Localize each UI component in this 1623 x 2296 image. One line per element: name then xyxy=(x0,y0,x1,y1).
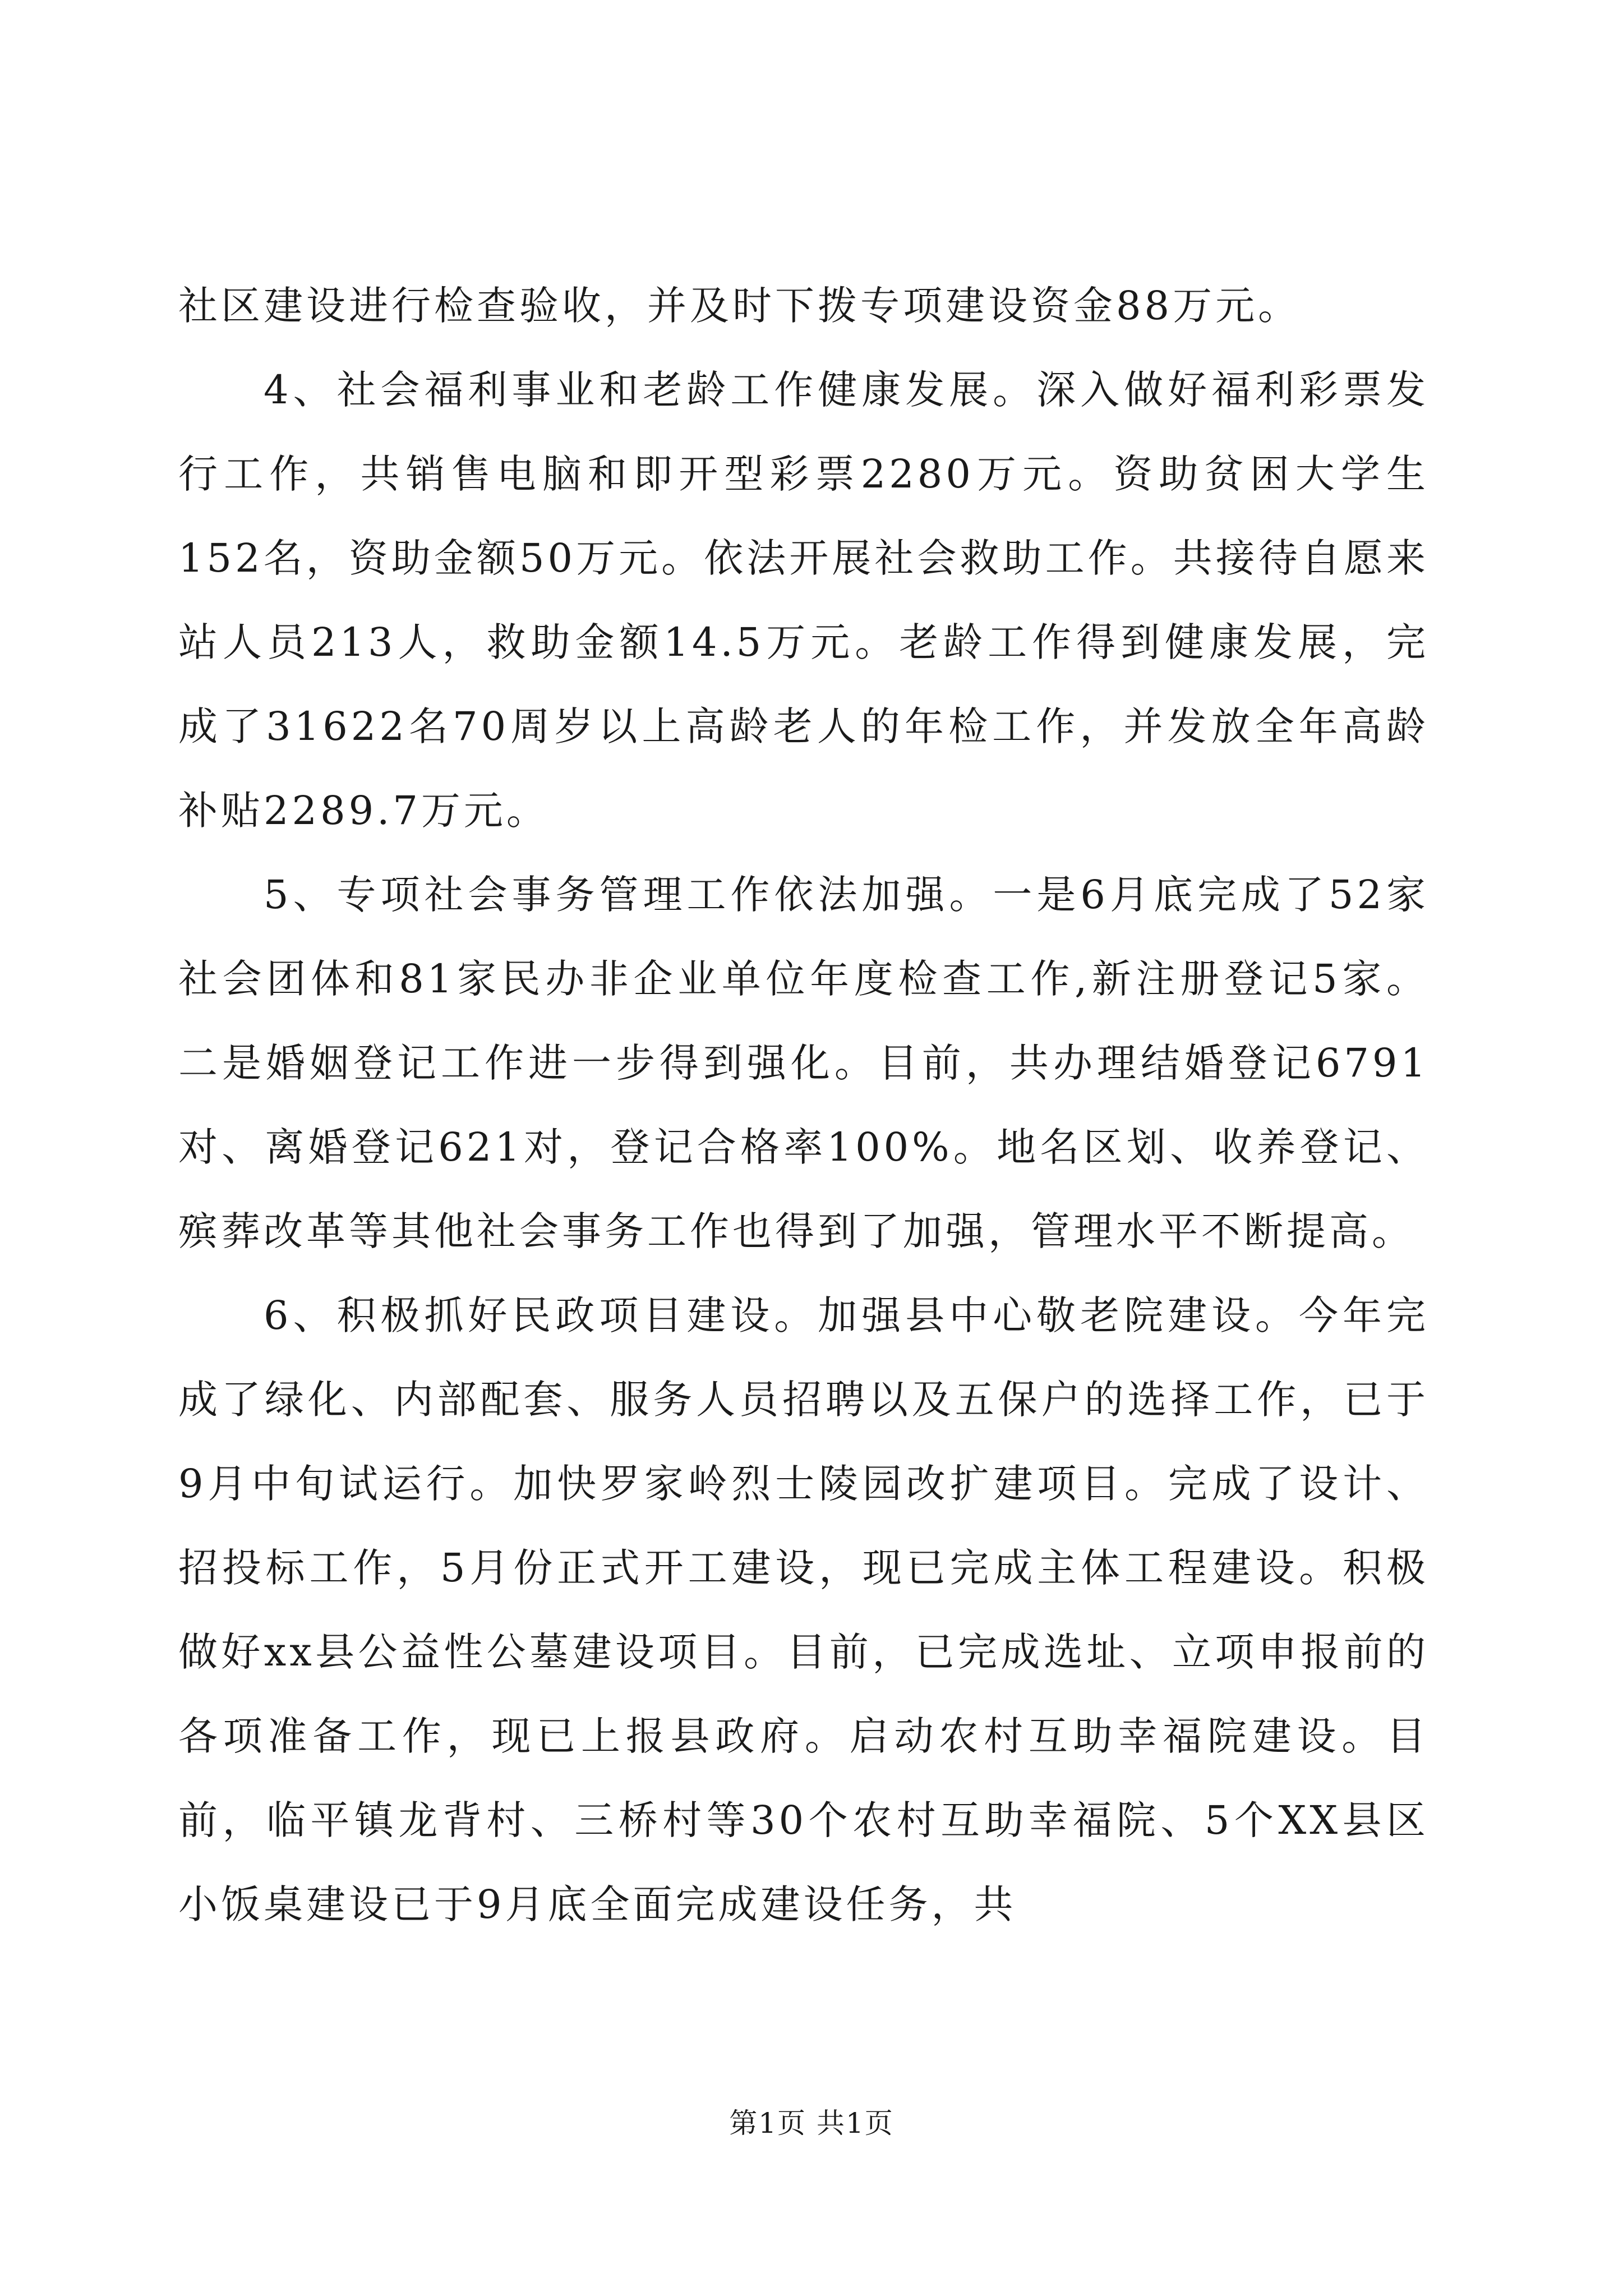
page-number-footer: 第1页 共1页 xyxy=(729,2107,894,2139)
paragraph-continuation: 社区建设进行检查验收，并及时下拨专项建设资金88万元。 xyxy=(178,283,1301,329)
paragraph-item-6: 6、积极抓好民政项目建设。加强县中心敬老院建设。今年完成了绿化、内部配套、服务人员招聘以及五保户的选择工作，已于9月中旬试运行。加快罗家岭烈士陵园改扩建项目。完成了设计、招投标工作，5月份正式开工建设，现已完成主体工程建设。积极做好xx县公益性公墓建设项目。目前，已完成选址、立项申报前的各项准备工作，现已上报县政府。启动农村互助幸福院建设。目前，临平镇龙背村、三桥村等30个农村互助幸福院、5个XX县区小饭桌建设已于9月底全面完成建设任务，共 xyxy=(178,1292,1429,1927)
paragraph-item-5: 5、专项社会事务管理工作依法加强。一是6月底完成了52家社会团体和81家民办非企业单位年度检查工作,新注册登记5家。二是婚姻登记工作进一步得到强化。目前，共办理结婚登记6791对、离婚登记621对，登记合格率100%。地名区划、收养登记、殡葬改革等其他社会事务工作也得到了加强，管理水平不断提高。 xyxy=(178,872,1429,1254)
paragraph-item-4: 4、社会福利事业和老龄工作健康发展。深入做好福利彩票发行工作，共销售电脑和即开型彩票2280万元。资助贫困大学生152名，资助金额50万元。依法开展社会救助工作。共接待自愿来站人员213人，救助金额14.5万元。老龄工作得到健康发展，完成了31622名70周岁以上高龄老人的年检工作，并发放全年高龄补贴2289.7万元。 xyxy=(178,367,1429,834)
document-body xyxy=(178,264,1429,1947)
